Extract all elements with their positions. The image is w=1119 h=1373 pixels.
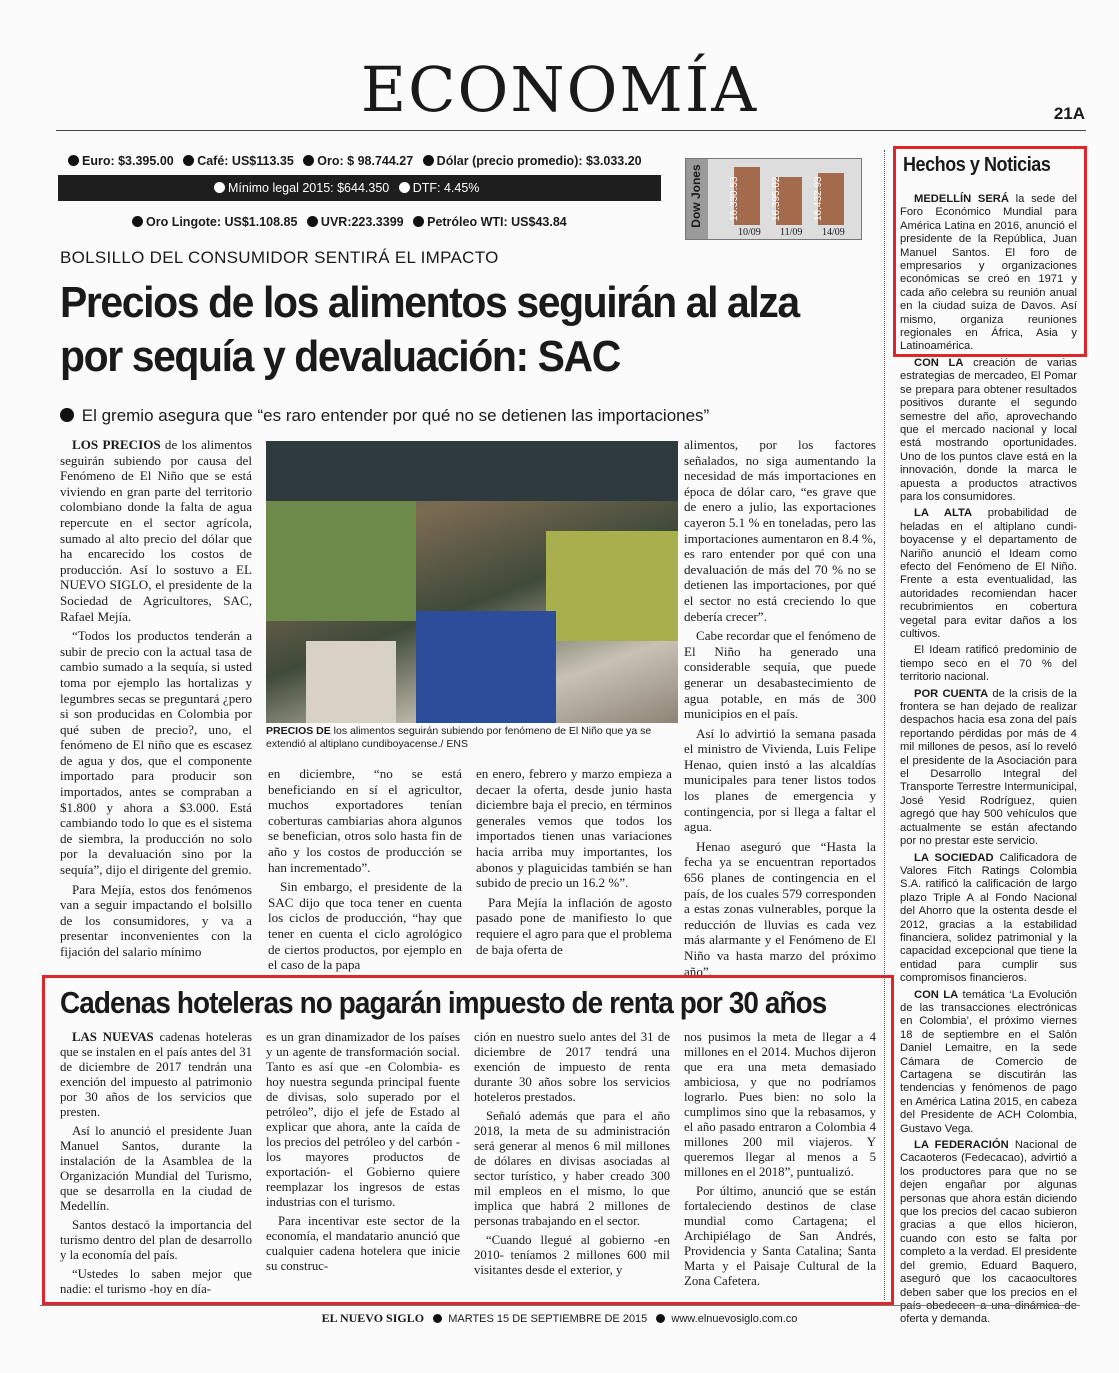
page-number: 21A xyxy=(1053,104,1085,123)
indicator-dtf: DTF: 4.45% xyxy=(412,181,480,195)
sidebar-text: temática ‘La Evolución de las transacciones electrónicas en Colombia’, el próximo viernes 18 de septiembre en el Salón Daniel Lemaitre, en la sede Cámara de Comercio de Cartagena se discutirán las tendencias y fenómenos de pago en América Latina 2015, en cabeza del Presidente de ACH Colombia, Gustavo Vega. xyxy=(900,988,1077,1135)
sidebar-lead: CON LA xyxy=(914,356,964,369)
main-col-2 xyxy=(268,766,462,977)
sidebar-text: creación de varias estrategias de mercadeo, El Pomar se prepara para obtener resultados positivos durante el segundo semestre del año, aprovechando que el mercado nacional y local está mostrando oportunidades. Uno de los puntos clave está en la innovación, donde la marca le apuesta a productos atractivos para los consumidores. xyxy=(900,356,1077,503)
paragraph: Henao aseguró que “Hasta la fecha ya se encuentran reportados 656 planes de contingencia en el país, de los cuales 579 corresponden a estas zonas vulnerables, porque la reducción de lluvias es cada vez más alarmante y el Fenómeno de El Niño va hasta marzo del próximo año”. xyxy=(684,838,876,979)
subhead-text: El gremio asegura que “es raro entender por qué no se detienen las importaciones” xyxy=(81,406,710,425)
indicator-wti: Petróleo WTI: US$43.84 xyxy=(427,215,567,229)
paragraph: ción en nuestro suelo antes del 31 de diciembre de 2017 tendrá una exención de impuesto de renta durante 30 años sobre los servicios hoteleros prestados. xyxy=(474,1030,670,1104)
indicator-euro: Euro: $3.395.00 xyxy=(82,154,174,168)
hotel-col-4 xyxy=(684,1030,876,1293)
photo-caption xyxy=(266,725,678,751)
paragraph: Así lo anunció el presidente Juan Manuel Santos, durante la instalación de la Asamblea de la Organización Mundial del Turismo, que se desarrolla en la ciudad de Medellín. xyxy=(60,1124,252,1213)
hotel-headline: Cadenas hoteleras no pagarán impuesto de renta por 30 años xyxy=(60,985,827,1020)
sidebar-item xyxy=(900,852,1077,986)
paragraph: Por último, anunció que se están fortaleciendo destinos de clase mundial como Cartagena; el Archipiélago de San Andrés, Providencia y Santa Catalina; Santa Marta y el Paisaje Cultural de la Zona Cafetera. xyxy=(684,1184,876,1288)
hotel-col-1 xyxy=(60,1030,252,1301)
photo-ceiling xyxy=(266,441,678,501)
sidebar-item xyxy=(900,507,1077,641)
lead-in: LAS NUEVAS xyxy=(72,1030,154,1044)
paragraph: Así lo advirtió la semana pasada el ministro de Vivienda, Luis Felipe Henao, quien instó a las alcaldías municipales para tener listos todos los planes de emergencia y contingencia, por si llega a faltar el agua. xyxy=(684,725,876,835)
indicator-uvr: UVR:223.3399 xyxy=(320,215,404,229)
sidebar-title: Hechos y Noticias xyxy=(903,154,1051,176)
sidebar-text: El Ideam ratificó predominio de tiempo seco en el 70 % del territorio nacional. xyxy=(900,644,1077,684)
bullet-icon xyxy=(60,408,74,422)
bullet-icon xyxy=(656,1314,665,1323)
paragraph: “Cuando llegué al gobierno -en 2010- teníamos 2 millones 600 mil visitantes desde el exterior, y xyxy=(474,1233,670,1277)
footer xyxy=(0,1311,1119,1326)
bullet-icon xyxy=(132,216,143,227)
article-photo xyxy=(266,441,678,723)
indicators-row-1 xyxy=(62,154,642,168)
hotel-col-3 xyxy=(474,1030,670,1282)
dow-bar-1 xyxy=(729,167,760,225)
sidebar-item xyxy=(900,357,1077,504)
sidebar-lead: LA ALTA xyxy=(914,507,973,520)
sidebar-text: Nacional de Cacaoteros (Fedecacao), advirtió a los productores para que no se dejen engañar por algunas personas que ahora están diciendo que los precios del cacao subieron gracias a que ellos hicieron, cuando con esto se falta por completo a la verdad. El presidente del gremio, Eduard Baquero, aseguró que los cacaocultores deben saber que los precios en el país obedecen a una dinámica de oferta y demanda. xyxy=(900,1139,1077,1326)
paragraph: “Todos los productos tenderán a subir de precio con la actual tasa de cambio sumado a la sequía, si usted toma por ejemplo las hortalizas y legumbres secas se preguntará ¿pero si son producidas en Colombia por qué suben de precio?, uno, el fenómeno de El niño que es escasez de agua y dos, que el componente importado para producir son importados, antes se compraban a $1.800 y ahora a $3.000. Está cambiando todo lo que es el sistema de siembra, la producción no solo por la devaluación sino por la sequía”, dijo el dirigente del gremio. xyxy=(60,628,252,878)
paragraph: es un gran dinamizador de los países y un agente de transformación social. Tanto es así que -en Colombia- es hoy nuestra segunda principal fuente de divisas, solo superado por el petróleo”, dijo el jefe de Estado al explicar que ahora, ante la caída de los precios del petróleo y del carbón -los mayores productos de exportación- el Gobierno quiere reemplazar los ingresos de estas industrias con el turismo. xyxy=(266,1030,460,1209)
bullet-icon xyxy=(423,155,434,166)
dow-jones-chart xyxy=(685,158,862,240)
paragraph: en diciembre, “no se está beneficiando en sí el agricultor, muchos exportadores tenían coberturas cambiarias ahora algunos se benefician, otros solo hasta fin de año y los costos de producción se han incrementado”. xyxy=(268,766,462,875)
lead-in: LOS PRECIOS xyxy=(72,437,161,452)
dow-bar-value: 16.432.93 xyxy=(813,176,824,221)
article-subhead xyxy=(60,406,709,426)
main-col-3 xyxy=(476,766,672,961)
footer-rule xyxy=(40,1305,1080,1306)
paragraph: Santos destacó la importancia del turismo dentro del plan de desarrollo y la economía del país. xyxy=(60,1218,252,1262)
indicator-dolar: Dólar (precio promedio): $3.033.20 xyxy=(436,154,642,168)
paragraph: Señaló además que para el año 2018, la meta de su administración será generar al menos 6 mil millones de dólares en divisas asociadas al sector turístico, y haber creado 300 mil empleos en el mismo, lo que implica que habrá 2 millones de personas trabajando en el sector. xyxy=(474,1109,670,1228)
sidebar-item xyxy=(900,989,1077,1136)
bullet-icon xyxy=(433,1314,442,1323)
indicators-row-3 xyxy=(126,215,567,229)
paragraph: Para incentivar este sector de la economía, el mandatario anunció que cualquier cadena hotelera que inicie su construc- xyxy=(266,1214,460,1273)
bullet-icon xyxy=(399,182,410,193)
paragraph: Cabe recordar que el fenómeno de El Niño ha generado una considerable sequía, que puede generar un desabastecimiento de agua potable, en más de 300 municipios en el país. xyxy=(684,628,876,722)
footer-brand: EL NUEVO SIGLO xyxy=(321,1311,425,1325)
indicator-oro-lingote: Oro Lingote: US$1.108.85 xyxy=(146,215,298,229)
dow-date: 11/09 xyxy=(780,227,803,238)
paragraph: alimentos, por los factores señalados, no siga aumentando la necesidad de más importaciones en época de dólar caro, “es grave que de enero a julio, las exportaciones cayeron 5.1 % en toneladas, pero las importaciones aumentaron en 8.4 %, es raro entender por qué con una devaluación de más del 70 % no se detienen las importaciones, por qué el sector no está creciendo lo que debería crecer”. xyxy=(684,437,876,624)
paragraph: “Ustedes lo saben mejor que nadie: el turismo -hoy en día- xyxy=(60,1267,252,1296)
paragraph: Para Mejía, estos dos fenómenos van a seguir impactando el bolsillo de los consumidores, y va a presentar inconvenientes con la fijación del salario mínimo xyxy=(60,881,252,959)
photo-floor xyxy=(306,641,396,723)
dow-date: 10/09 xyxy=(738,227,761,238)
dow-bar-2 xyxy=(771,176,802,225)
paragraph: Para Mejía la inflación de agosto pasado pone de manifiesto lo que requiere el agro para que el problema de baja oferta de xyxy=(476,894,672,957)
sidebar-lead: MEDELLÍN SERÁ xyxy=(914,193,1009,205)
footer-url[interactable]: www.elnuevosiglo.com.co xyxy=(671,1313,798,1325)
dow-bar-value: 16.330.53 xyxy=(729,176,740,221)
photo-cart xyxy=(416,611,556,723)
article-headline: Precios de los alimentos seguirán al alza por sequía y devaluación: SAC xyxy=(60,278,799,381)
paragraph: de los alimentos seguirán subiendo por causa del Fenómeno de El Niño que se está viviendo en gran parte del territorio colombiano donde la falta de agua repercute en el sector agrícola, sumado al alto precio del dólar que ha encarecido los costos de producción. Así lo sostuvo a EL NUEVO SIGLO, el presidente de la Sociedad de Agricultores, SAC, Rafael Mejía. xyxy=(60,437,252,624)
column-divider xyxy=(884,150,885,1300)
dow-date: 14/09 xyxy=(822,227,845,238)
sidebar-lead: LA SOCIEDAD xyxy=(914,851,994,864)
section-title: ECONOMÍA xyxy=(360,53,759,126)
dow-jones-label: Dow Jones xyxy=(689,164,703,228)
sidebar-item xyxy=(900,644,1077,684)
paragraph: nos pusimos la meta de llegar a 4 millones en el 2014. Muchos dijeron que era una meta demasiado ambiciosa, y que no podríamos lograrlo. Pues bien: no solo la cumplimos sino que la rebasamos, y el año pasado entraron a Colombia 4 millones 200 mil viajeros. Y queremos llegar al menos a 5 millones en el 2018”, puntualizó. xyxy=(684,1030,876,1179)
photo-produce xyxy=(546,531,678,641)
sidebar-lead: CON LA xyxy=(914,988,959,1001)
sidebar-text: Calificadora de Valores Fitch Ratings Colombia S.A. ratificó la calificación de largo plazo Triple A al Fondo Nacional del Ahorro que la ostenta desde el 2012, gracias a la estabilidad financiera, solidez patrimonial y la capacidad excepcional que tiene la entidad para cumplir sus compromisos financieros. xyxy=(900,851,1077,985)
hotel-col-2 xyxy=(266,1030,460,1278)
sidebar-item xyxy=(900,1139,1077,1327)
photo-produce xyxy=(266,501,416,621)
bullet-icon xyxy=(183,155,194,166)
dow-bar-3 xyxy=(813,173,844,225)
bullet-icon xyxy=(214,182,225,193)
paragraph: Sin embargo, el presidente de la SAC dijo que toca tener en cuenta los ciclos de producción, “hay que tener en cuenta el ciclo agrológico de ciertos productos, por ejemplo en el caso de la papa xyxy=(268,879,462,973)
bullet-icon xyxy=(303,155,314,166)
main-col-1 xyxy=(60,437,252,964)
sidebar-text: la sede del Foro Económico Mundial para América Latina en 2016, anunció el presidente de la República, Juan Manuel Santos. El foro de empresarios y organizaciones económicas se creó en 1971 y cada año celebra su reunión anual en la ciudad suiza de Davos. Así mismo, organiza reuniones regionales en África, Asia y Latinoamérica. xyxy=(900,193,1077,353)
dow-bar-value: 16.395.02 xyxy=(771,176,782,221)
bullet-icon xyxy=(68,155,79,166)
sidebar-item xyxy=(900,688,1077,849)
caption-text: los alimentos seguirán subiendo por fenómeno de El Niño que ya se extendió al altiplano cundiboyacense./ ENS xyxy=(266,725,652,750)
paragraph: cadenas hoteleras que se instalen en el país antes del 31 de diciembre de 2017 tendrán una exención del impuesto al patrimonio por 30 años de los servicios que presten. xyxy=(60,1030,253,1119)
sidebar-lead: LA FEDERACIÓN xyxy=(914,1139,1009,1152)
sidebar-item xyxy=(900,193,1077,354)
dow-jones-label-strip xyxy=(686,159,708,239)
sidebar-lead: POR CUENTA xyxy=(914,687,989,700)
article-kicker: BOLSILLO DEL CONSUMIDOR SENTIRÁ EL IMPACTO xyxy=(60,248,499,267)
sidebar-text: de la crisis de la frontera se han dejado de realizar despachos hacia esa zona del país reportando pérdidas por más de 4 mil millones de pesos, así lo reveló el presidente de la Asociación para el Desarrollo Integral del Transporte Terrestre Intermunicipal, José Yesid Rodríguez, quien agregó que hay 500 vehículos que actualmente se están afectando por no prestar este servicio. xyxy=(900,687,1077,848)
indicator-oro: Oro: $ 98.744.27 xyxy=(317,154,414,168)
main-col-4 xyxy=(684,437,876,983)
paragraph: en enero, febrero y marzo empieza a decaer la oferta, desde junio hasta diciembre baja el precio, en términos generales vemos que todos los importados tienen unas variaciones hacia arriba muy importantes, los abonos y plaguicidas también se han subido de precio un 16.2 %”. xyxy=(476,766,672,891)
indicators-band xyxy=(58,175,661,201)
caption-lead: PRECIOS DE xyxy=(266,725,331,737)
sidebar-body xyxy=(900,193,1077,1330)
bullet-icon xyxy=(307,216,318,227)
indicators-row-2 xyxy=(208,181,479,195)
indicator-minimo: Mínimo legal 2015: $644.350 xyxy=(228,181,390,195)
header-rule xyxy=(56,130,1086,131)
indicator-cafe: Café: US$113.35 xyxy=(197,154,294,168)
bullet-icon xyxy=(413,216,424,227)
footer-date: MARTES 15 DE SEPTIEMBRE DE 2015 xyxy=(448,1313,648,1325)
sidebar-text: probabilidad de heladas en el altiplano cundi-boyacense y el departamento de Nariño anunció el Ideam como efecto del Fenómeno de El Niño. Frente a esta eventualidad, las autoridades recomiendan hacer recubrimientos en cobertura vegetal para evitar daños a los cultivos. xyxy=(900,507,1077,640)
